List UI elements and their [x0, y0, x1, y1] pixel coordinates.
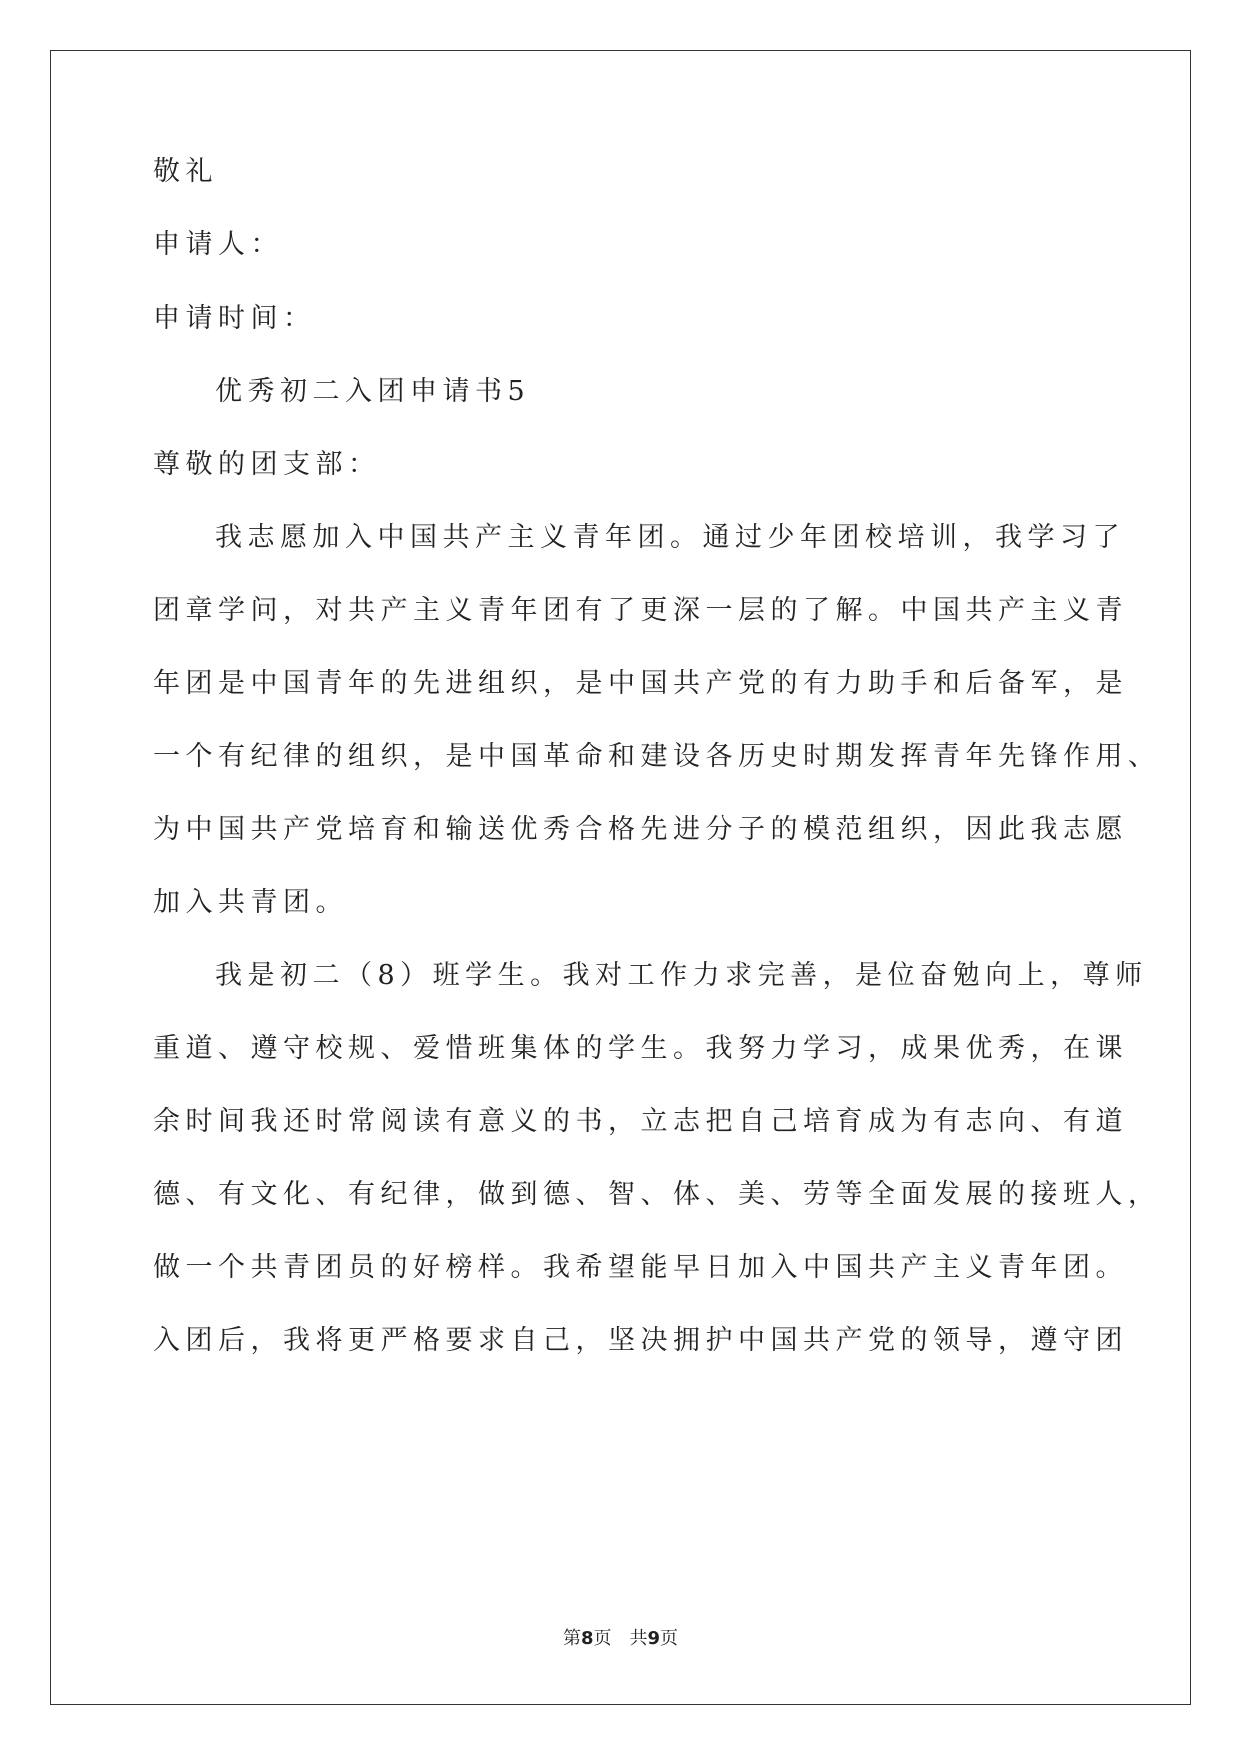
- paragraph-line: 做一个共青团员的好榜样。我希望能早日加入中国共产主义青年团。: [153, 1252, 1128, 1283]
- total-page-number: 9: [647, 1628, 661, 1649]
- paragraph-line: 为中国共产党培育和输送优秀合格先进分子的模范组织，因此我志愿: [153, 814, 1128, 845]
- paragraph-line: 重道、遵守校规、爱惜班集体的学生。我努力学习，成果优秀，在课: [153, 1033, 1128, 1064]
- applicant-label: 申请人：: [153, 229, 283, 260]
- section-title: 优秀初二入团申请书5: [215, 376, 531, 407]
- paragraph-line: 入团后，我将更严格要求自己，坚决拥护中国共产党的领导，遵守团: [153, 1325, 1128, 1356]
- paragraph-line: 年团是中国青年的先进组织，是中国共产党的有力助手和后备军，是: [153, 668, 1128, 699]
- paragraph-line: 余时间我还时常阅读有意义的书，立志把自己培育成为有志向、有道: [153, 1106, 1128, 1137]
- page-mid: 页 共: [593, 1628, 648, 1649]
- closing-salutation: 敬礼: [153, 156, 218, 187]
- page-border: [50, 50, 1191, 1705]
- paragraph-line: 德、有文化、有纪律，做到德、智、体、美、劳等全面发展的接班人，: [153, 1179, 1161, 1210]
- page-suffix: 页: [660, 1628, 679, 1649]
- paragraph-line: 加入共青团。: [153, 887, 348, 918]
- paragraph-line: 我是初二（8）班学生。我对工作力求完善，是位奋勉向上，尊师: [215, 960, 1148, 991]
- application-date-label: 申请时间：: [153, 303, 316, 334]
- paragraph-line: 一个有纪律的组织，是中国革命和建设各历史时期发挥青年先锋作用、: [153, 741, 1161, 772]
- paragraph-line: 我志愿加入中国共产主义青年团。通过少年团校培训，我学习了: [215, 522, 1125, 553]
- paragraph-line: 团章学问，对共产主义青年团有了更深一层的了解。中国共产主义青: [153, 595, 1128, 626]
- greeting: 尊敬的团支部：: [153, 449, 381, 480]
- page-prefix: 第: [562, 1628, 581, 1649]
- page-number-footer: [0, 1630, 1241, 1648]
- current-page-number: 8: [580, 1628, 594, 1649]
